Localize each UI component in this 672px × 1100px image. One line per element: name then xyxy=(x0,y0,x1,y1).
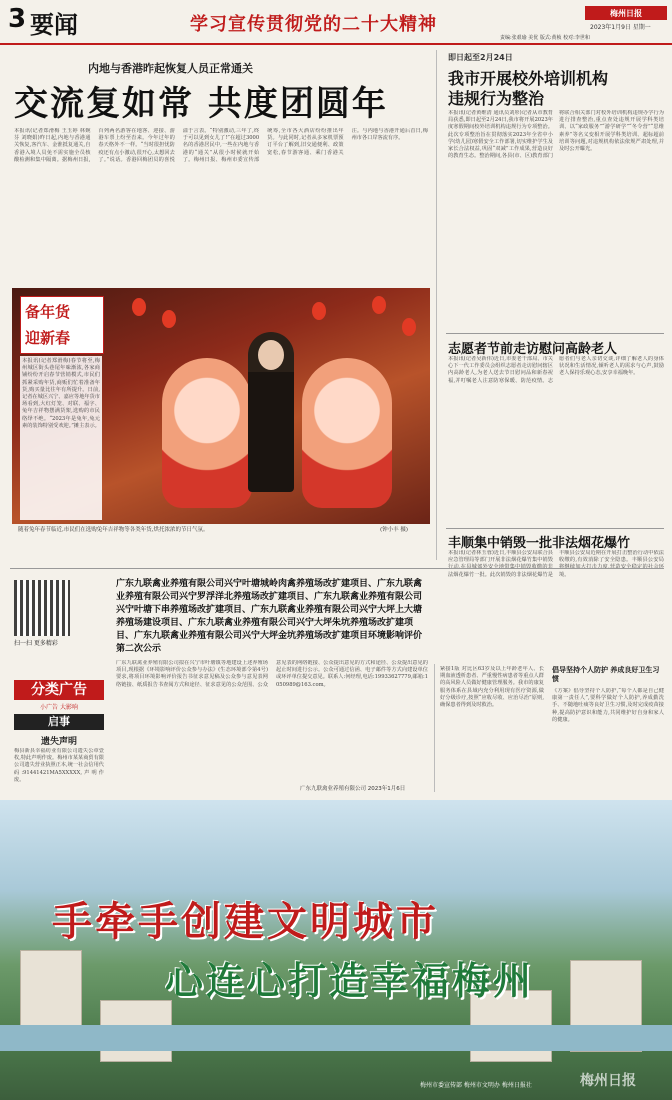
right-title-line2: 违规行为整治 xyxy=(448,89,545,108)
qr-label: 扫一扫 更多精彩 xyxy=(14,640,58,647)
column-divider xyxy=(436,50,437,560)
right-title-line1: 我市开展校外培训机构 xyxy=(448,69,609,88)
mid-left-body: 紧接1版 对比区63岁及以上年龄老年人、长期血液透析患者、严重慢性病患者等重点人群的高风险人员做好健康管理服务。我市的康复服务体系在县域内充分利用现有医疗资源,做好分级诊疗,按照“应收尽收、应治尽治”原则,确保患者得到及时救治。 xyxy=(440,666,544,709)
photo-side-title xyxy=(20,296,104,354)
mid-right-headline: 倡导坚持个人防护 养成良好卫生习惯 xyxy=(552,666,660,683)
ads-body: 梅县新县幸福纺业有限公司遗失公章壹枚,特此声明作废。梅州市某某商贸有限公司遗失营业执照正本,统一社会信用代码:91441421MA5XXXXX,声明作废。 xyxy=(14,748,104,783)
right-headline-3: 丰顺集中销毁一批非法烟花爆竹 xyxy=(448,536,631,551)
qr-code[interactable] xyxy=(14,580,70,636)
classified-ads-sub: 小广告 大影响 xyxy=(40,704,78,711)
side-title-1: 备年货 xyxy=(25,303,71,321)
lantern-icon xyxy=(162,310,176,328)
campaign-banner: 学习宣传贯彻党的二十大精神 xyxy=(190,14,437,35)
rabbit-decoration-right xyxy=(302,358,392,508)
lantern-icon xyxy=(132,298,146,316)
classified-ads-header: 分类广告 xyxy=(14,680,104,700)
header-divider xyxy=(0,43,672,45)
newspaper-logo: 梅州日报 xyxy=(585,6,667,20)
page-number: 3 xyxy=(8,4,27,34)
building xyxy=(20,950,82,1032)
notice-title: 广东九联禽业养殖有限公司兴宁叶塘城岭肉禽养殖场改扩建项目、广东九联禽业养殖有限公司兴宁罗浮洋北养殖场改扩建项目、广东九联禽业养殖有限公司兴宁叶塘下串养殖场改扩建项目、广东九联禽业养殖有限公司兴宁大坪上大塘养殖场建设项目、广东九联禽业养殖有限公司兴宁大坪朱坑养殖场改扩建项目、广东九联禽业养殖有限公司兴宁大坪金坑养殖场改扩建项目环境影响评价第二次公示 xyxy=(116,579,423,654)
poster-footer: 梅州市委宣传部 梅州市文明办 梅州日报社 xyxy=(420,1082,532,1089)
right-body-1: 本报讯(记者黄维清 通讯员刘彤)记者从市教育局获悉,即日起至2月24日,我市将开展2023年度寒假期间校外培训机构违规行为专项整治。此次专项整治旨在贯彻落实2023年全省中小学(幼儿园)寒假安全工作部署,切实维护学生及家长合法权益,巩固“双减”工作成果,营造良好的教育生态。整治期间,各县(市、区)教育部门将联合相关部门对校外培训机构违规办学行为进行排查整治,重点查处违规开展学科类培训、以“家政服务”“游学研学”“冬令营”“思维素养”等名义变相开展学科类培训、超标超前培训等问题,对违规机构依法依规严肃处理,并及时公开曝光。 xyxy=(448,110,664,160)
lost-statement-title: 遗失声明 xyxy=(40,737,77,747)
vendor-figure xyxy=(248,332,294,492)
slogan-line1: 手牵手创建文明城市 xyxy=(52,899,439,945)
lantern-icon xyxy=(402,318,416,336)
right-body-2: 本报讯(记者吴新伟)近日,市委老干部局、市关心下一代工作委员会组织志愿者走访慰问辖区内高龄老人,为老人送去节日慰问品和新春祝福,并叮嘱老人注意防寒保暖、防范疫情。志愿者们与老人亲切交谈,详细了解老人的身体状况和生活情况,倾听老人的需求与心声,鼓励老人保持乐观心态,安享幸福晚年。 xyxy=(448,356,664,384)
river xyxy=(0,1025,672,1051)
watermark: 梅州日报 xyxy=(580,1073,636,1089)
column-divider xyxy=(434,664,435,792)
mid-right-body: 《方案》倡导坚持个人防护,“每个人都是自己健康第一责任人”,要科学做好个人防护,养成勤洗手、不随地吐痰等良好卫生习惯,及时完成疫苗接种,提高防护意识和能力,共同维护好自身和家人的健康。 xyxy=(552,688,664,723)
lantern-icon xyxy=(312,302,326,320)
section-title: 要闻 xyxy=(30,11,78,39)
lantern-icon xyxy=(372,296,386,314)
photo-caption: 随着兔年春节临近,市民们在选购兔年吉祥物等各类年货,烘托浓浓的节日气氛。 xyxy=(18,527,209,533)
right-kicker: 即日起至2月24日 xyxy=(448,53,513,62)
masthead xyxy=(0,0,672,44)
photo-credit: (钟小丰 摄) xyxy=(380,527,409,533)
slogan-line2: 心连心打造幸福梅州 xyxy=(165,959,535,1003)
divider xyxy=(10,568,664,569)
civic-poster xyxy=(0,800,672,1100)
lead-headline: 交流复如常 共度团圆年 xyxy=(14,84,388,124)
notice-section-label: 启事 xyxy=(14,714,104,730)
right-body-3: 本报讯(记者林玉蓉)近日,丰顺县公安局联合县应急管理局等部门开展非法烟花爆竹集中销毁 法烟花爆竹一批。此次销毁的非法烟花爆竹是丰顺县公安局近期在开展打击整治行动中依法收缴的,有效消除了安全隐患。丰顺县公安局 境。 xyxy=(448,550,664,578)
lead-body: 本报讯(记者郑滑梅 王玉婷 林婉芬 刘晓娟)昨日起,内地与香港通关恢复,客汽车、金淮抵复通关,自香港入境人员免不需实施全员核酸检测和集中隔离。据梅州日报,百列两名游客在地客、迎接、游港车票上纷至沓来。今年过年的春天格外不一样。“当时很担忧防疫还有点小激动,很开心,太想回去了。”说话。香港回梅团员的喜悦溢于言表。“特别激动,三年了,终于可以见到女儿了!”在超过3000名的香港居民中,一些在内地与香港的“通关”从很小时候就开始了。梅州日报、梅州市委宣传部统筹,全市各大酒店纷纷推出年货。与此同时,记者从多家机票预订平台了解到,旧交通便利、政策宽松,春节游客通、乘门香港关注。与内地与香港开通后首日,梅州市各口岸客流有序。 xyxy=(14,128,428,163)
notice-footer: 广东九联禽业养殖有限公司 2023年1月6日 xyxy=(300,786,406,792)
issue-date: 2023年1月9日 星期一 xyxy=(590,24,651,31)
lead-kicker: 内地与香港昨起恢复人员正常通关 xyxy=(88,62,253,75)
editors-line: 责编:张艰瑜 美优 版式:黄桢 校对:李世和 xyxy=(500,35,590,41)
divider xyxy=(446,333,664,334)
notice-body: 广东九联禽业养殖有限公司拟在兴宁市叶塘镇等地建设上述养殖场项目,现根据《环境影响评价公众参与办法》(生态环境部令第4号)要求,将项目环境影响评价报告书征求意见稿及公众参与意见表网络链接、纸质报告书查阅方式和途径、征求意见的公众范围、公众意见表的网络链接、公众提出意见的方式和途径、公众提出意见的起止时间进行公示。公众可通过信函、电子邮件等方式向建设单位或环评单位提交意见。联系人:何经理,电话:19933627779,邮箱:1050989@163.com。 xyxy=(116,660,428,688)
rabbit-decoration-left xyxy=(162,358,252,508)
photo-side-body: 本报讯(记者郑滑梅)春节将至,梅州城区街头巷尾年味渐浓,各家商铺纷纷开启春节营销模式,市民们抓紧采购年货,商贩们忙着准备年货,购买量比往年有所提升。日前,记者在城区兴宁、嘉应等地年货市场看到,大红灯笼、对联、福字、兔年吉祥物摆满货架,选购的市民络绎不绝。“2023年是兔年,兔元素的装饰特别受欢迎。”摊主表示。 xyxy=(20,356,102,520)
divider xyxy=(446,528,664,529)
side-title-2: 迎新春 xyxy=(25,329,71,347)
right-headline-2: 志愿者节前走访慰问高龄老人 xyxy=(448,342,618,357)
